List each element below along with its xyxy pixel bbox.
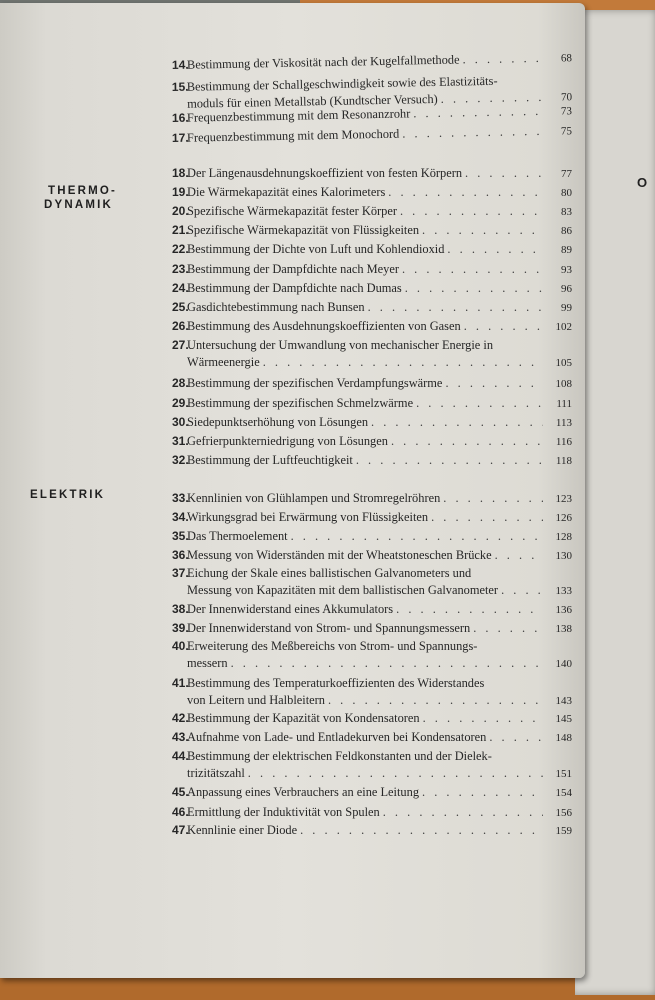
toc-entry-line	[172, 620, 572, 638]
toc-entry-number: 45.	[172, 785, 189, 799]
leader-dots	[447, 241, 543, 258]
toc-entry-number: 41.	[172, 676, 189, 690]
toc-entry	[172, 318, 572, 336]
toc-entry-title: Wirkungsgrad bei Erwärmung von Flüssigkeiten	[187, 510, 429, 524]
toc-entry-line	[172, 299, 572, 317]
leader-dots	[423, 710, 543, 727]
toc-entry-number: 28.	[172, 376, 189, 390]
toc-entry	[172, 165, 572, 183]
toc-entry-title: Bestimmung der Dichte von Luft und Kohlendioxid	[187, 242, 445, 256]
toc-entry-title: Spezifische Wärmekapazität fester Körper	[187, 204, 397, 218]
leader-dots	[391, 433, 543, 450]
toc-entry-line	[172, 528, 572, 546]
toc-entry-line	[172, 547, 572, 565]
toc-entry	[172, 784, 572, 802]
toc-entry-number: 27.	[172, 338, 189, 352]
toc-entry-title: Bestimmung der spezifischen Verdampfungswärme	[187, 376, 443, 390]
leader-dots	[422, 222, 543, 239]
toc-entry	[172, 729, 572, 747]
toc-entry-title: Bestimmung der Kapazität von Kondensatoren	[187, 711, 420, 725]
toc-entry-page: 108	[555, 378, 572, 390]
toc-entry	[172, 222, 572, 240]
toc-entry-page: 99	[561, 302, 572, 314]
toc-entry-number: 18.	[172, 166, 189, 180]
leader-dots	[396, 601, 543, 618]
toc-entry-page: 89	[561, 244, 572, 256]
toc-entry-line	[172, 565, 572, 582]
toc-entry-number: 36.	[172, 548, 189, 562]
toc-entry-title: Bestimmung der Viskosität nach der Kugelfallmethode	[186, 52, 460, 72]
toc-entry-number: 23.	[172, 262, 189, 276]
toc-entry-number: 42.	[172, 711, 189, 725]
toc-entry-title: Kennlinien von Glühlampen und Stromregelröhren	[187, 491, 441, 505]
toc-entry-number: 37.	[172, 566, 189, 580]
leader-dots	[402, 261, 543, 278]
leader-dots	[356, 452, 543, 469]
toc-entry-title: Ermittlung der Induktivität von Spulen	[187, 805, 380, 819]
toc-entry	[172, 509, 572, 527]
leader-dots	[300, 822, 543, 839]
toc-entry-page: 80	[561, 187, 572, 199]
toc-entry	[172, 203, 572, 221]
toc-entry-line	[172, 433, 572, 451]
toc-entry-page: 93	[561, 264, 572, 276]
toc-entry-title: Bestimmung des Temperaturkoeffizienten des Widerstandes	[187, 676, 485, 690]
toc-entry	[172, 490, 572, 508]
leader-dots	[464, 318, 543, 335]
toc-entry-number: 46.	[172, 805, 189, 819]
toc-entry-line	[172, 375, 572, 393]
toc-entry-line	[172, 452, 572, 470]
toc-entry-line	[172, 582, 572, 600]
toc-entry-number: 21.	[172, 223, 189, 237]
leader-dots	[473, 620, 543, 637]
right-page-fragment: O	[637, 175, 649, 190]
toc-entry	[172, 547, 572, 565]
toc-entry-page: 136	[555, 604, 572, 616]
toc-entry-title: Bestimmung des Ausdehnungskoeffizienten von Gasen	[187, 319, 461, 333]
toc-entry-title: Gefrierpunkterniedrigung von Lösungen	[187, 434, 388, 448]
toc-entry-title: Bestimmung der Schallgeschwindigkeit sowie des Elastizitäts-	[186, 73, 498, 94]
toc-entry-page: 143	[555, 695, 572, 707]
toc-entry-title: Untersuchung der Umwandlung von mechanischer Energie in	[187, 338, 494, 352]
toc-entry-title: Spezifische Wärmekapazität von Flüssigkeiten	[187, 223, 420, 237]
toc-entry	[172, 748, 572, 783]
toc-entry-title: Bestimmung der Dampfdichte nach Dumas	[187, 281, 402, 295]
toc-entry-line	[172, 729, 572, 747]
toc-entry-number: 47.	[172, 823, 189, 837]
toc-entry-number: 29.	[172, 396, 189, 410]
toc-entry-page: 113	[555, 417, 572, 429]
toc-entry-page: 148	[555, 732, 572, 744]
section-label-elektrik	[30, 488, 105, 502]
leader-dots	[465, 165, 543, 182]
leader-dots	[328, 692, 543, 709]
toc-entry	[172, 452, 572, 470]
toc-entry	[172, 395, 572, 413]
toc-entry-title: Frequenzbestimmung mit dem Monochord	[186, 126, 400, 145]
toc-entry-number: 22.	[172, 242, 189, 256]
leader-dots	[400, 203, 543, 220]
toc-entry-number: 43.	[172, 730, 189, 744]
toc-entry-line	[172, 490, 572, 508]
toc-entry-number: 31.	[172, 434, 189, 448]
toc-entry-line	[172, 337, 572, 354]
toc-entry	[172, 620, 572, 638]
toc-entry-line	[172, 414, 572, 432]
leader-dots	[248, 765, 543, 782]
toc-entry	[172, 280, 572, 298]
toc-entry-number: 19.	[172, 185, 189, 199]
toc-entry-line	[172, 601, 572, 619]
toc-entry-line	[172, 710, 572, 728]
toc-entry-page: 159	[555, 825, 572, 837]
toc-entry-number: 16.	[171, 110, 189, 125]
toc-entry-number: 26.	[172, 319, 189, 333]
leader-dots	[383, 804, 543, 821]
toc-entry-line	[172, 280, 572, 298]
leader-dots	[443, 490, 543, 507]
toc-entry	[172, 710, 572, 728]
toc-entry-title: Messung von Kapazitäten mit dem ballistischen Galvanometer	[187, 583, 499, 597]
leader-dots	[501, 582, 543, 599]
toc-entry-line	[172, 203, 572, 221]
toc-entry-line	[172, 655, 572, 673]
toc-entry	[172, 337, 572, 372]
leader-dots	[462, 50, 543, 69]
toc-entry-number: 35.	[172, 529, 189, 543]
toc-entry-line	[172, 165, 572, 183]
toc-entry-page: 126	[555, 512, 572, 524]
toc-entry-page: 83	[561, 206, 572, 218]
toc-entry-title: messern	[187, 656, 228, 670]
toc-entry-page: 156	[555, 807, 572, 819]
toc-entry-page: 151	[555, 768, 572, 780]
toc-entry-number: 34.	[172, 510, 189, 524]
leader-dots	[422, 784, 543, 801]
toc-entry-number: 17.	[171, 130, 189, 145]
section-label-line: DYNAMIK	[44, 199, 114, 211]
toc-entry	[172, 675, 572, 710]
leader-dots	[445, 375, 543, 392]
leader-dots	[371, 414, 543, 431]
toc-entry-title: Die Wärmekapazität eines Kalorimeters	[187, 185, 386, 199]
toc-entry-title: Bestimmung der elektrischen Feldkonstanten und der Dielek-	[187, 749, 492, 763]
toc-entry-line	[172, 638, 572, 655]
toc-entry-number: 33.	[172, 491, 189, 505]
toc-entry-number: 44.	[172, 749, 189, 763]
toc-entry	[172, 49, 572, 75]
toc-entry-page: 138	[555, 623, 572, 635]
toc-entry-number: 39.	[172, 621, 189, 635]
toc-entry-number: 14.	[171, 57, 189, 72]
toc-entry-title: Frequenzbestimmung mit dem Resonanzrohr	[186, 106, 411, 125]
leader-dots	[368, 299, 543, 316]
toc-entry	[172, 638, 572, 673]
toc-entry	[172, 299, 572, 317]
toc-entry-title: Bestimmung der spezifischen Schmelzwärme	[187, 396, 414, 410]
right-page	[575, 10, 655, 995]
toc-entry-line	[172, 354, 572, 372]
toc-entry	[172, 433, 572, 451]
toc-entry-page: 140	[555, 658, 572, 670]
toc-entry-title: Siedepunktserhöhung von Lösungen	[187, 415, 369, 429]
toc-entry	[172, 375, 572, 393]
toc-entry-page: 105	[555, 357, 572, 369]
toc-entry-title: Bestimmung der Luftfeuchtigkeit	[187, 453, 353, 467]
toc-entry-line	[172, 675, 572, 692]
toc-entry-line	[172, 241, 572, 259]
toc-entry-number: 24.	[172, 281, 189, 295]
toc-entry	[172, 528, 572, 546]
toc-entry-line	[172, 509, 572, 527]
leader-dots	[263, 354, 543, 371]
toc-entry-page: 116	[555, 436, 572, 448]
toc-entry-line	[172, 49, 572, 75]
toc-entry-line	[172, 261, 572, 279]
leader-dots	[291, 528, 543, 545]
leader-dots	[431, 509, 543, 526]
toc-entry-page: 123	[555, 493, 572, 505]
toc-entry-title: moduls für einen Metallstab (Kundtscher Versuch)	[187, 91, 438, 111]
toc-entry	[172, 804, 572, 822]
leader-dots	[413, 103, 543, 122]
toc-entry-title: Wärmeenergie	[187, 355, 260, 369]
toc-entry-line	[172, 748, 572, 765]
toc-entry	[172, 261, 572, 279]
toc-entry-title: Aufnahme von Lade- und Entladekurven bei Kondensatoren	[187, 730, 487, 744]
toc-entry	[172, 601, 572, 619]
toc-entry-page: 111	[556, 398, 572, 410]
toc-entry-title: Der Innenwiderstand eines Akkumulators	[187, 602, 394, 616]
toc-entry-number: 32.	[172, 453, 189, 467]
toc-entry-title: Kennlinie einer Diode	[187, 823, 298, 837]
toc-entry-number: 38.	[172, 602, 189, 616]
toc-entry-title: Eichung der Skale eines ballistischen Galvanometers und	[187, 566, 472, 580]
toc-entry-title: trizitätszahl	[187, 766, 245, 780]
toc-entry-page: 75	[560, 125, 573, 138]
leader-dots	[416, 395, 543, 412]
toc-entry-title: Das Thermoelement	[187, 529, 288, 543]
leader-dots	[495, 547, 543, 564]
toc-entry-line	[172, 318, 572, 336]
toc-entry-line	[172, 784, 572, 802]
toc-entry-title: Anpassung eines Verbrauchers an eine Leitung	[187, 785, 420, 799]
leader-dots	[402, 123, 543, 143]
toc-entry-title: Messung von Widerständen mit der Wheatstoneschen Brücke	[187, 548, 492, 562]
toc-entry-title: Der Innenwiderstand von Strom- und Spannungsmessern	[187, 621, 471, 635]
toc-page	[0, 3, 585, 978]
toc-entry-page: 128	[555, 531, 572, 543]
toc-entry	[172, 414, 572, 432]
toc-entry-page: 130	[555, 550, 572, 562]
toc-entry-title: von Leitern und Halbleitern	[187, 693, 325, 707]
toc-entry	[172, 241, 572, 259]
leader-dots	[489, 729, 543, 746]
toc-entry	[172, 184, 572, 202]
toc-entry	[172, 822, 572, 840]
toc-entry-number: 30.	[172, 415, 189, 429]
toc-entry	[172, 565, 572, 600]
toc-entry-line	[172, 692, 572, 710]
toc-entry-title: Bestimmung der Dampfdichte nach Meyer	[187, 262, 399, 276]
toc-entry-page: 68	[560, 52, 573, 65]
toc-entry-title: Gasdichtebestimmung nach Bunsen	[187, 300, 365, 314]
toc-entry-page: 133	[555, 585, 572, 597]
toc-entry-line	[172, 804, 572, 822]
toc-entry-page: 77	[561, 168, 572, 180]
section-label-thermodynamik	[44, 184, 118, 212]
toc-entry-line	[172, 395, 572, 413]
leader-dots	[231, 655, 543, 672]
toc-entry-page: 86	[561, 225, 572, 237]
toc-entry-line	[172, 222, 572, 240]
toc-entry-number: 20.	[172, 204, 189, 218]
toc-entry-page: 118	[555, 455, 572, 467]
section-label-line: ELEKTRIK	[30, 489, 106, 501]
toc-entry-page: 73	[560, 105, 573, 118]
toc-entry-title: Erweiterung des Meßbereichs von Strom- und Spannungs-	[187, 639, 478, 653]
toc-entry-line	[172, 765, 572, 783]
toc-entry-page: 154	[555, 787, 572, 799]
toc-entry-title: Der Längenausdehnungskoeffizient von festen Körpern	[187, 166, 463, 180]
leader-dots	[388, 184, 543, 201]
toc-entry-page: 70	[560, 91, 573, 104]
toc-entry-line	[172, 184, 572, 202]
section-label-line: THERMO-	[48, 185, 118, 197]
leader-dots	[405, 280, 543, 297]
toc-entry-page: 102	[555, 321, 572, 333]
toc-entry-number: 25.	[172, 300, 189, 314]
toc-entry-line	[172, 822, 572, 840]
toc-entry-page: 145	[555, 713, 572, 725]
toc-entry-number: 15.	[171, 79, 189, 95]
toc-entry-number: 40.	[172, 639, 189, 653]
toc-entry-page: 96	[561, 283, 572, 295]
